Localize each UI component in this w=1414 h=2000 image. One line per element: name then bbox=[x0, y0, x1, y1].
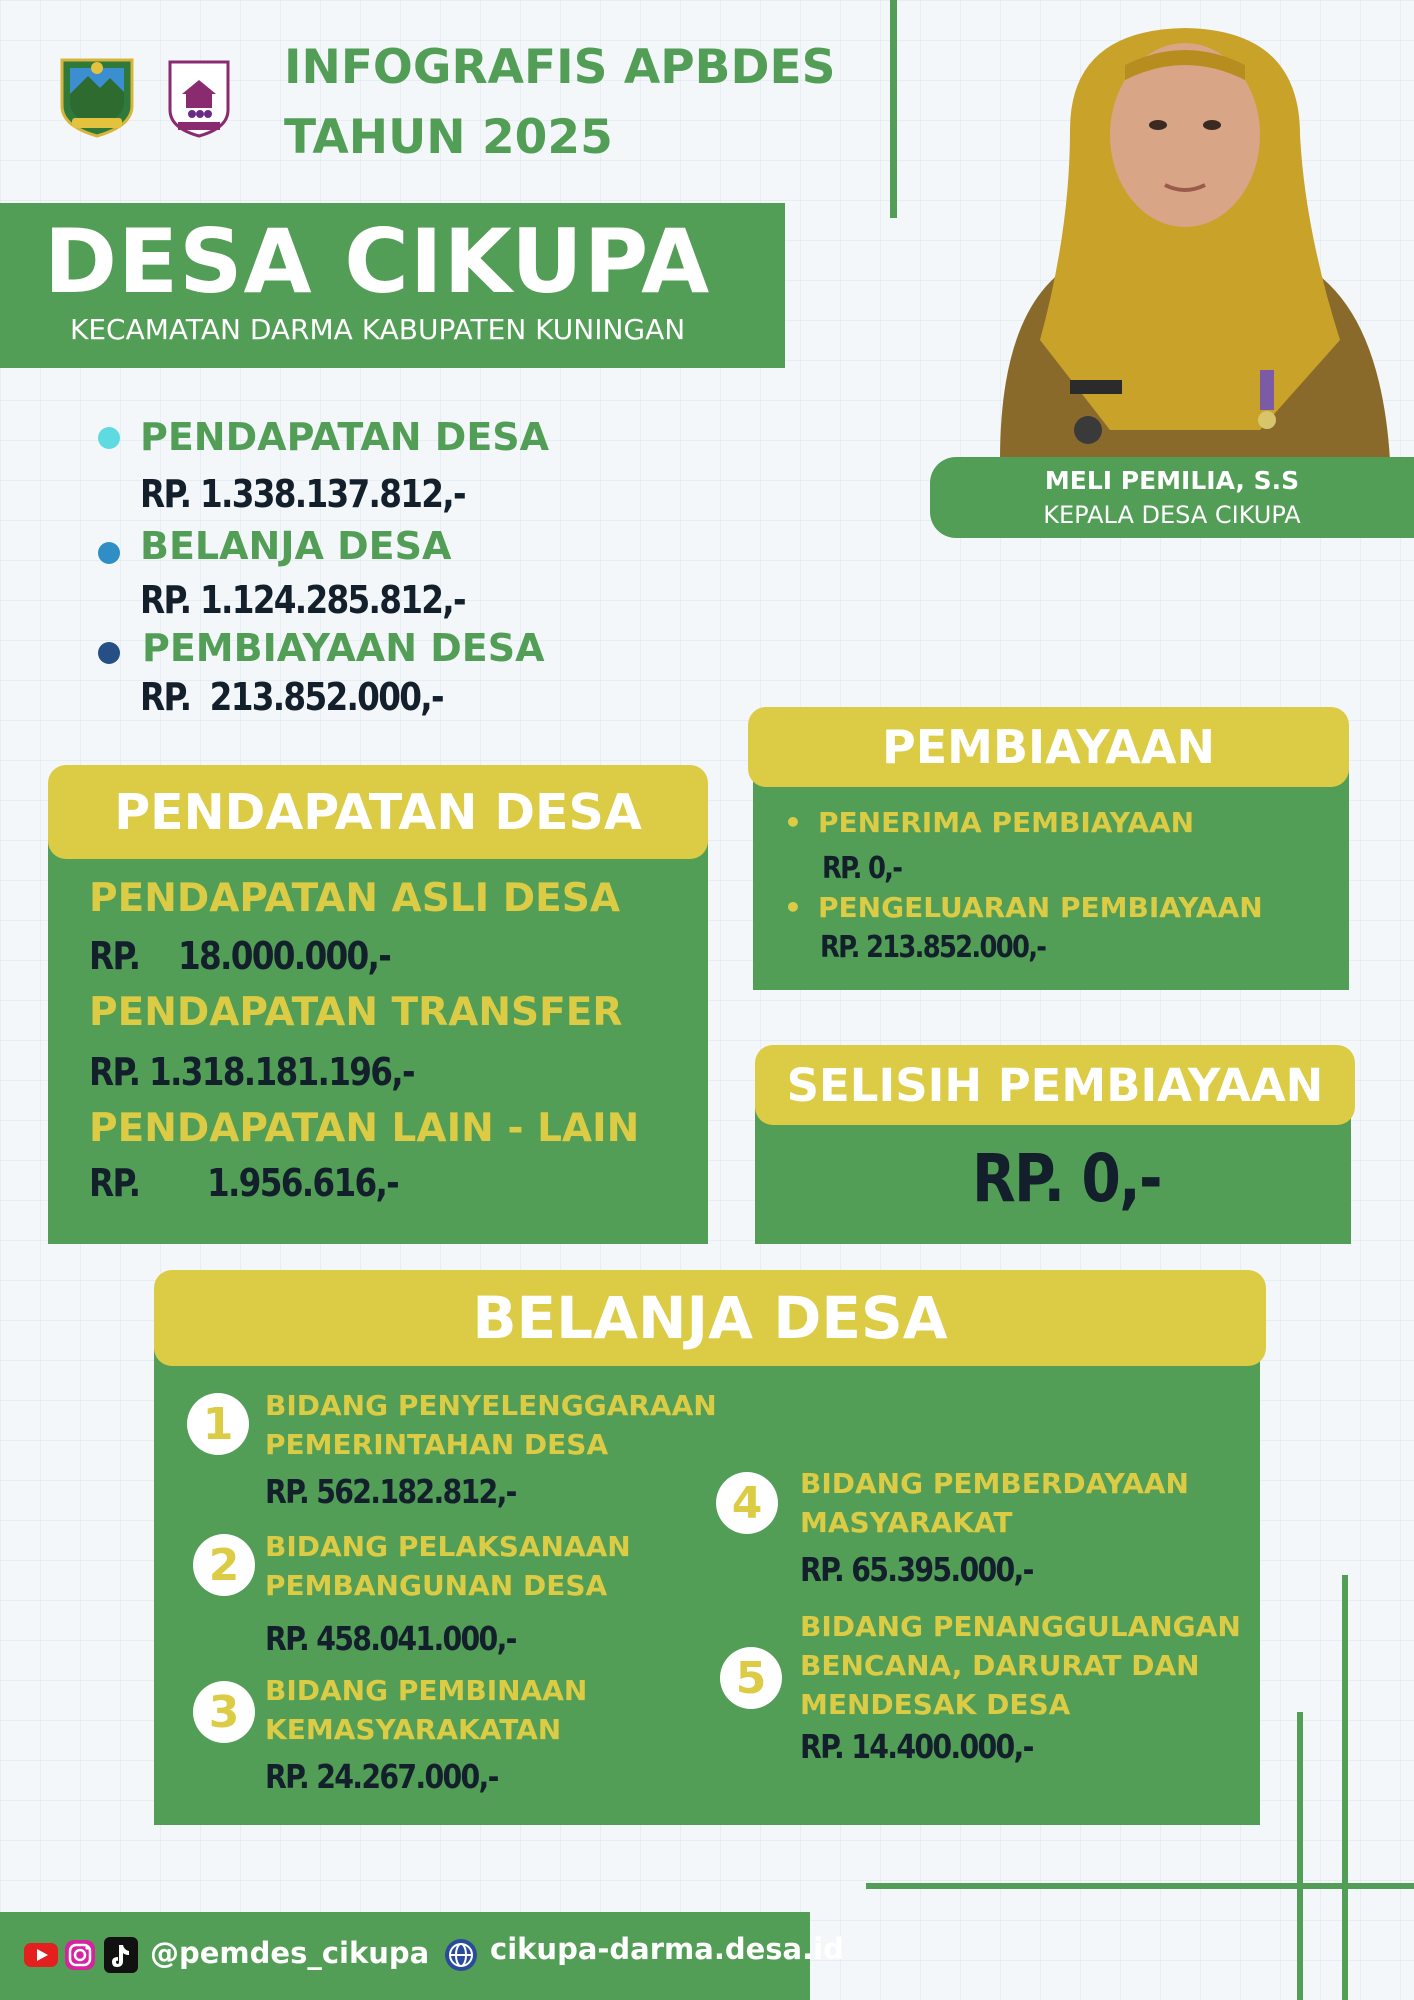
official-name: MELI PEMILIA, S.S bbox=[1044, 466, 1300, 495]
belanja-number-2: 2 bbox=[193, 1534, 255, 1596]
pengeluaran-pembiayaan-label: PENGELUARAN PEMBIAYAAN bbox=[818, 891, 1263, 924]
decor-horizontal-line-bottom bbox=[866, 1883, 1414, 1889]
pembiayaan-bullet-2: • bbox=[784, 891, 802, 924]
summary-label-belanja: BELANJA DESA bbox=[140, 524, 452, 568]
decor-vertical-line-right-2 bbox=[1297, 1712, 1303, 2000]
pendapatan-transfer-label: PENDAPATAN TRANSFER bbox=[89, 990, 623, 1035]
belanja-3-line1: BIDANG PEMBINAAN bbox=[265, 1674, 588, 1707]
belanja-3-amount: RP. 24.267.000,- bbox=[265, 1757, 498, 1796]
belanja-5-line3: MENDESAK DESA bbox=[800, 1688, 1071, 1721]
belanja-3-line2: KEMASYARAKATAN bbox=[265, 1713, 562, 1746]
pendapatan-asli-amount: RP. 18.000.000,- bbox=[89, 934, 391, 978]
belanja-title: BELANJA DESA bbox=[472, 1284, 948, 1352]
belanja-5-line2: BENCANA, DARURAT DAN bbox=[800, 1649, 1200, 1682]
summary-dot-pendapatan bbox=[98, 427, 120, 449]
pendapatan-transfer-amount: RP. 1.318.181.196,- bbox=[89, 1050, 414, 1094]
selisih-amount: RP. 0,- bbox=[972, 1140, 1161, 1217]
summary-dot-pembiayaan bbox=[98, 642, 120, 664]
youtube-icon[interactable] bbox=[24, 1941, 58, 1969]
belanja-5-amount: RP. 14.400.000,- bbox=[800, 1727, 1033, 1766]
belanja-number-3: 3 bbox=[193, 1681, 255, 1743]
globe-icon bbox=[444, 1938, 478, 1972]
pengeluaran-pembiayaan-amount: RP. 213.852.000,- bbox=[820, 930, 1046, 965]
belanja-number-4: 4 bbox=[716, 1472, 778, 1534]
pendapatan-lain-amount: RP. 1.956.616,- bbox=[89, 1161, 399, 1205]
pembiayaan-title: PEMBIAYAAN bbox=[882, 720, 1215, 774]
belanja-number-5: 5 bbox=[720, 1647, 782, 1709]
belanja-number-1: 1 bbox=[187, 1393, 249, 1455]
summary-amount-pendapatan: RP. 1.338.137.812,- bbox=[140, 472, 465, 516]
belanja-4-line2: MASYARAKAT bbox=[800, 1506, 1013, 1539]
pendapatan-lain-label: PENDAPATAN LAIN - LAIN bbox=[89, 1106, 640, 1151]
village-subtitle: KECAMATAN DARMA KABUPATEN KUNINGAN bbox=[70, 313, 686, 346]
summary-label-pendapatan: PENDAPATAN DESA bbox=[140, 415, 550, 459]
belanja-4-line1: BIDANG PEMBERDAYAAN bbox=[800, 1467, 1189, 1500]
penerima-pembiayaan-amount: RP. 0,- bbox=[822, 851, 902, 886]
official-photo bbox=[960, 10, 1414, 460]
belanja-2-amount: RP. 458.041.000,- bbox=[265, 1619, 516, 1658]
selisih-header bbox=[755, 1045, 1355, 1125]
tiktok-icon[interactable] bbox=[104, 1937, 138, 1973]
summary-dot-belanja bbox=[98, 542, 120, 564]
belanja-1-line2: PEMERINTAHAN DESA bbox=[265, 1428, 609, 1461]
pembiayaan-header bbox=[748, 707, 1349, 787]
belanja-4-amount: RP. 65.395.000,- bbox=[800, 1550, 1033, 1589]
pendapatan-header bbox=[48, 765, 708, 859]
belanja-1-line1: BIDANG PENYELENGGARAAN bbox=[265, 1389, 717, 1422]
desa-cikupa-logo bbox=[164, 54, 234, 138]
belanja-header bbox=[154, 1270, 1266, 1366]
kuningan-regency-logo bbox=[58, 54, 136, 138]
website-link[interactable]: cikupa-darma.desa.id bbox=[490, 1932, 844, 1966]
summary-label-pembiayaan: PEMBIAYAAN DESA bbox=[142, 626, 545, 670]
belanja-2-line1: BIDANG PELAKSANAAN bbox=[265, 1530, 631, 1563]
pendapatan-title: PENDAPATAN DESA bbox=[114, 783, 642, 841]
title-line-2: TAHUN 2025 bbox=[284, 110, 613, 165]
belanja-1-amount: RP. 562.182.812,- bbox=[265, 1472, 516, 1511]
social-handle[interactable]: @pemdes_cikupa bbox=[150, 1936, 430, 1970]
decor-vertical-line-top bbox=[890, 0, 897, 218]
village-name: DESA CIKUPA bbox=[44, 210, 711, 313]
title-line-1: INFOGRAFIS APBDES bbox=[284, 40, 836, 95]
summary-amount-pembiayaan: RP. 213.852.000,- bbox=[140, 675, 443, 719]
belanja-5-line1: BIDANG PENANGGULANGAN bbox=[800, 1610, 1241, 1643]
instagram-icon[interactable] bbox=[64, 1939, 96, 1971]
belanja-2-line2: PEMBANGUNAN DESA bbox=[265, 1569, 608, 1602]
decor-vertical-line-right-1 bbox=[1342, 1575, 1348, 2000]
pembiayaan-bullet-1: • bbox=[784, 806, 802, 839]
pendapatan-asli-label: PENDAPATAN ASLI DESA bbox=[89, 876, 621, 921]
official-position: KEPALA DESA CIKUPA bbox=[1043, 501, 1301, 529]
penerima-pembiayaan-label: PENERIMA PEMBIAYAAN bbox=[818, 806, 1195, 839]
summary-amount-belanja: RP. 1.124.285.812,- bbox=[140, 578, 465, 622]
selisih-title: SELISIH PEMBIAYAAN bbox=[786, 1058, 1324, 1112]
